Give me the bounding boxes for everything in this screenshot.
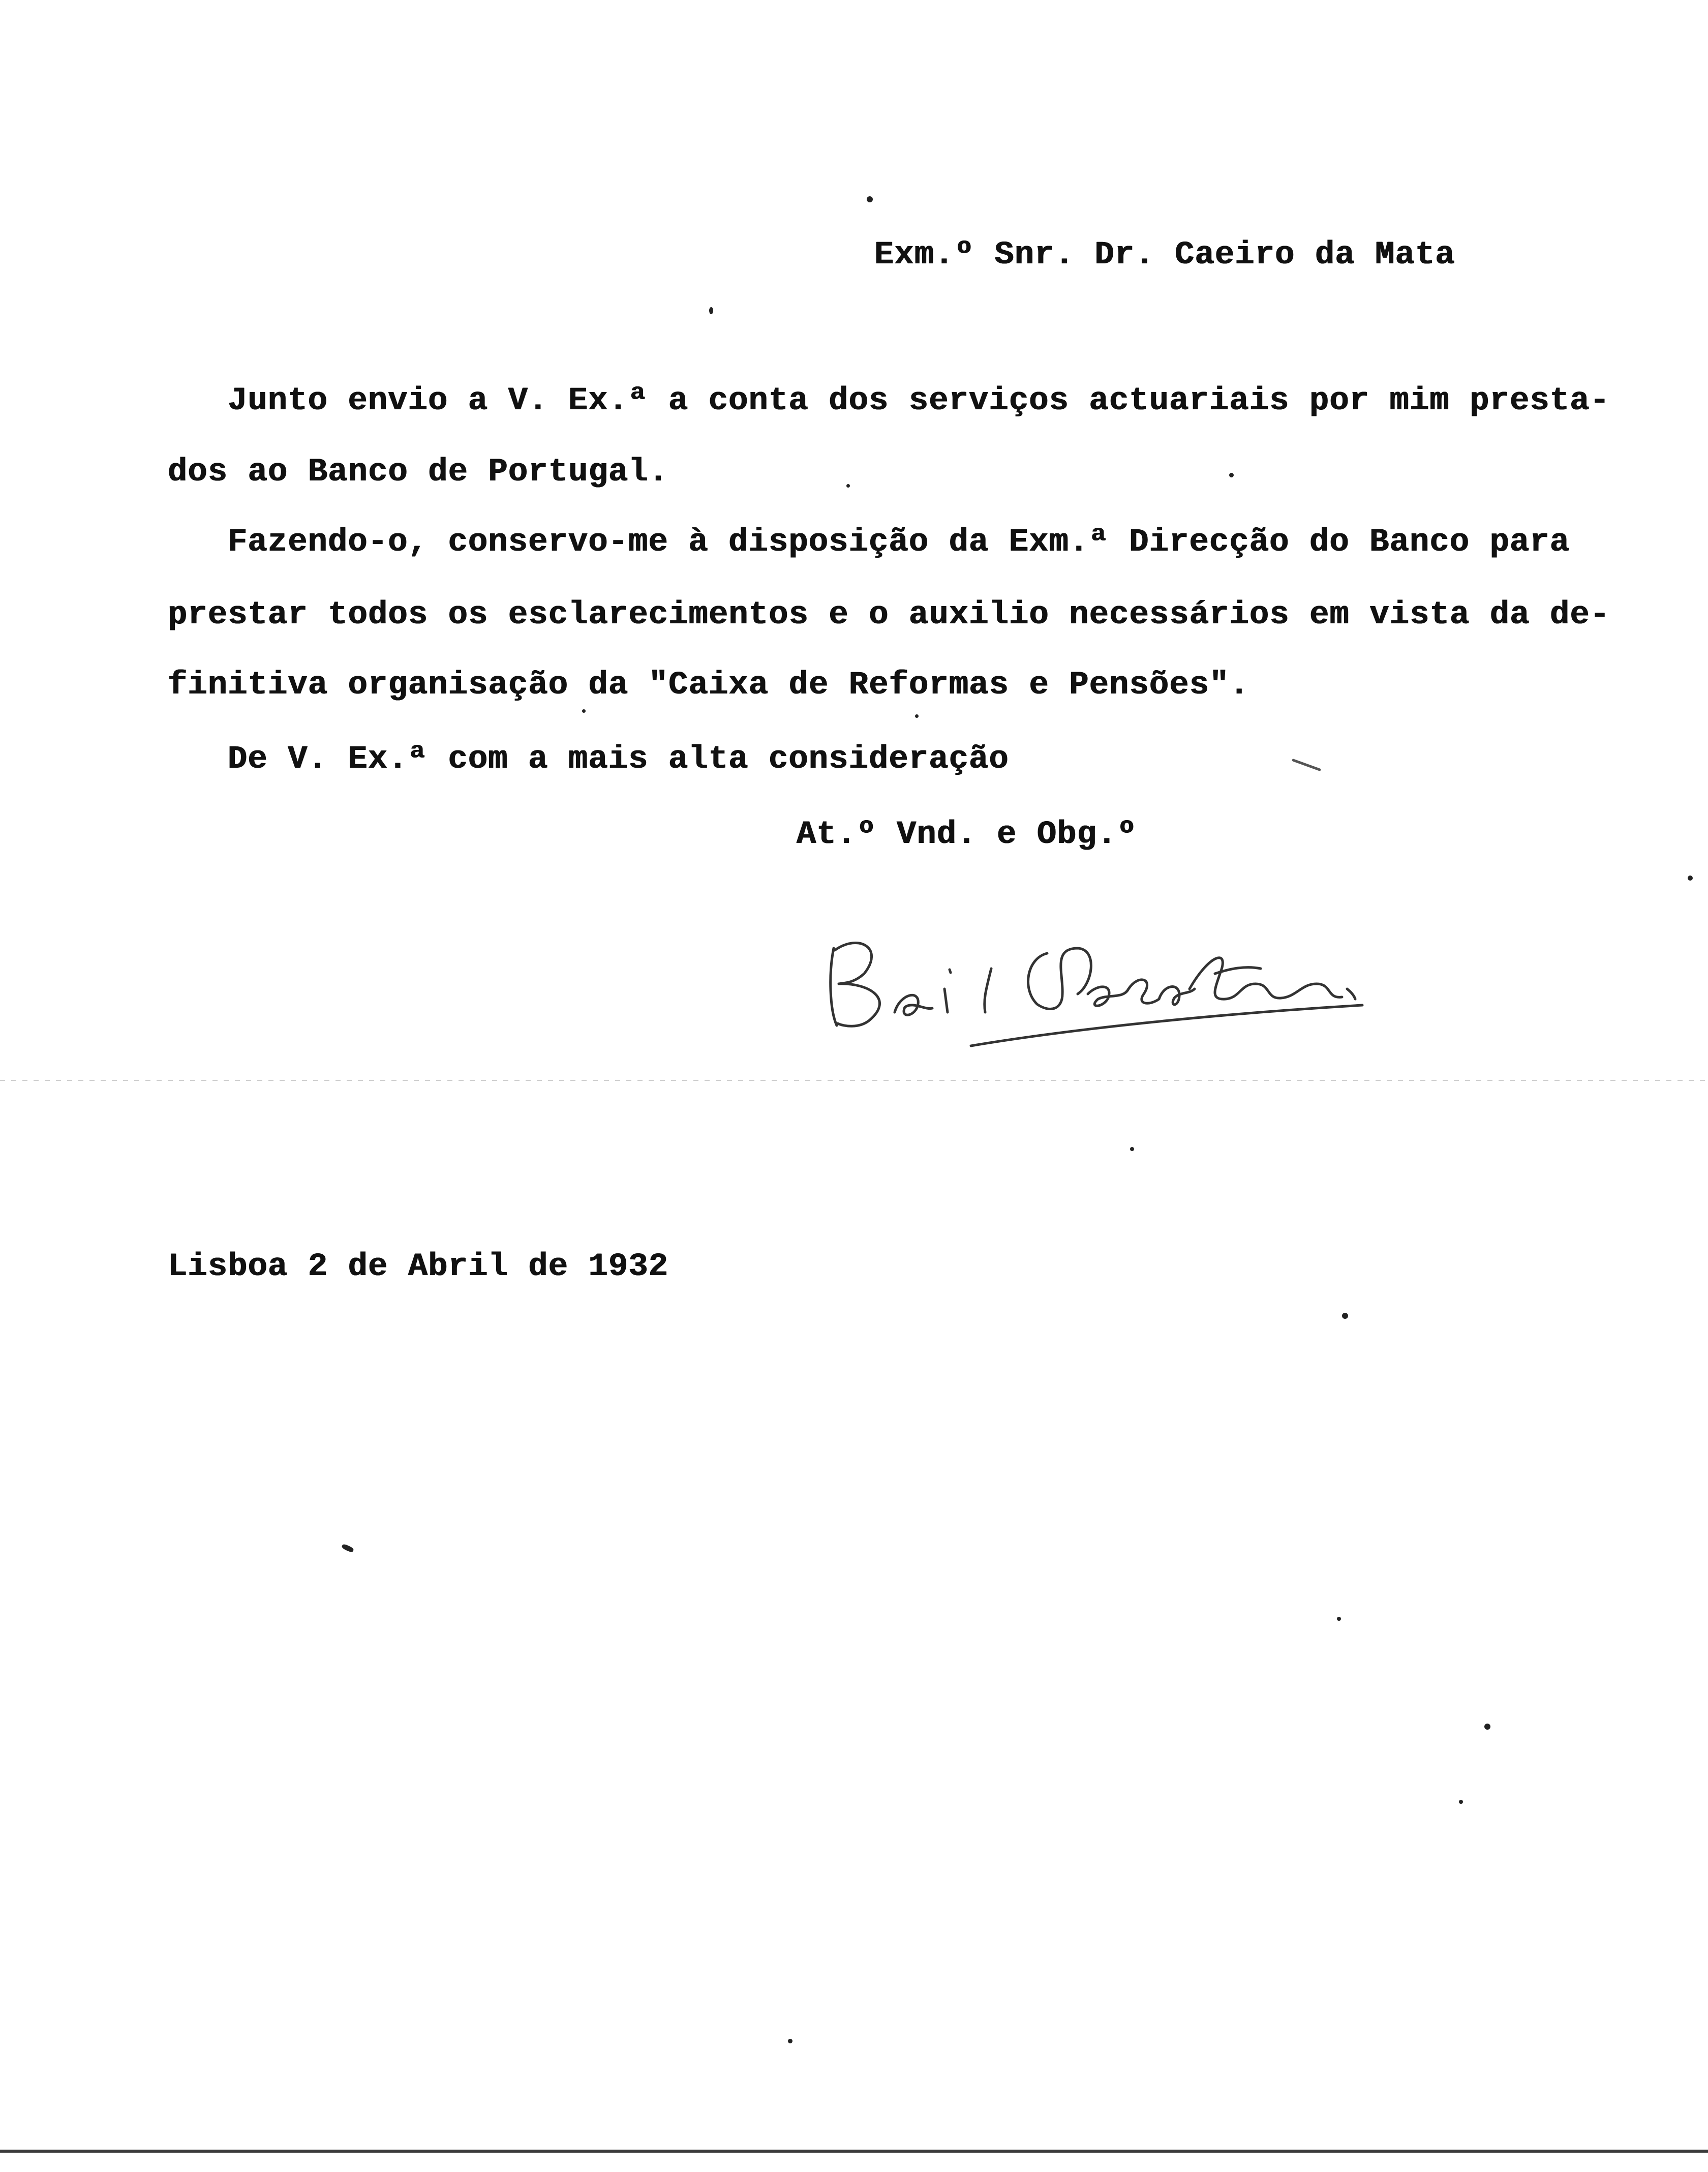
speck — [709, 307, 713, 314]
speck — [1688, 876, 1693, 881]
body-line-6: De V. Ex.ª com a mais alta consideração — [228, 741, 1009, 778]
scan-artifact-line — [0, 1080, 1708, 1081]
speck — [1130, 1147, 1134, 1151]
speck — [341, 1543, 354, 1553]
speck — [846, 484, 850, 488]
speck — [788, 2039, 792, 2043]
place-date-line: Lisboa 2 de Abril de 1932 — [168, 1249, 669, 1285]
closing-line: At.º Vnd. e Obg.º — [797, 817, 1137, 853]
body-line-2: dos ao Banco de Portugal. — [168, 454, 669, 491]
speck — [867, 196, 873, 202]
speck — [1342, 1313, 1348, 1319]
body-line-4: prestar todos os esclarecimentos e o auxilio necessários em vista da de- — [168, 597, 1610, 634]
body-line-1: Junto envio a V. Ex.ª a conta dos serviços actuariais por mim presta- — [228, 383, 1610, 419]
speck — [1337, 1617, 1341, 1621]
handwritten-signature — [824, 913, 1383, 1060]
speck — [915, 714, 919, 718]
addressee-line: Exm.º Snr. Dr. Caeiro da Mata — [874, 237, 1455, 274]
body-line-5: finitiva organisação da "Caixa de Reformas e Pensões". — [168, 667, 1249, 704]
body-line-3: Fazendo-o, conservo-me à disposição da Exm.ª Direcção do Banco para — [228, 524, 1570, 561]
speck — [582, 709, 586, 713]
speck — [1292, 759, 1321, 771]
speck — [1459, 1800, 1463, 1804]
page-bottom-edge — [0, 2150, 1708, 2153]
speck — [1229, 473, 1234, 477]
speck — [1484, 1724, 1490, 1730]
